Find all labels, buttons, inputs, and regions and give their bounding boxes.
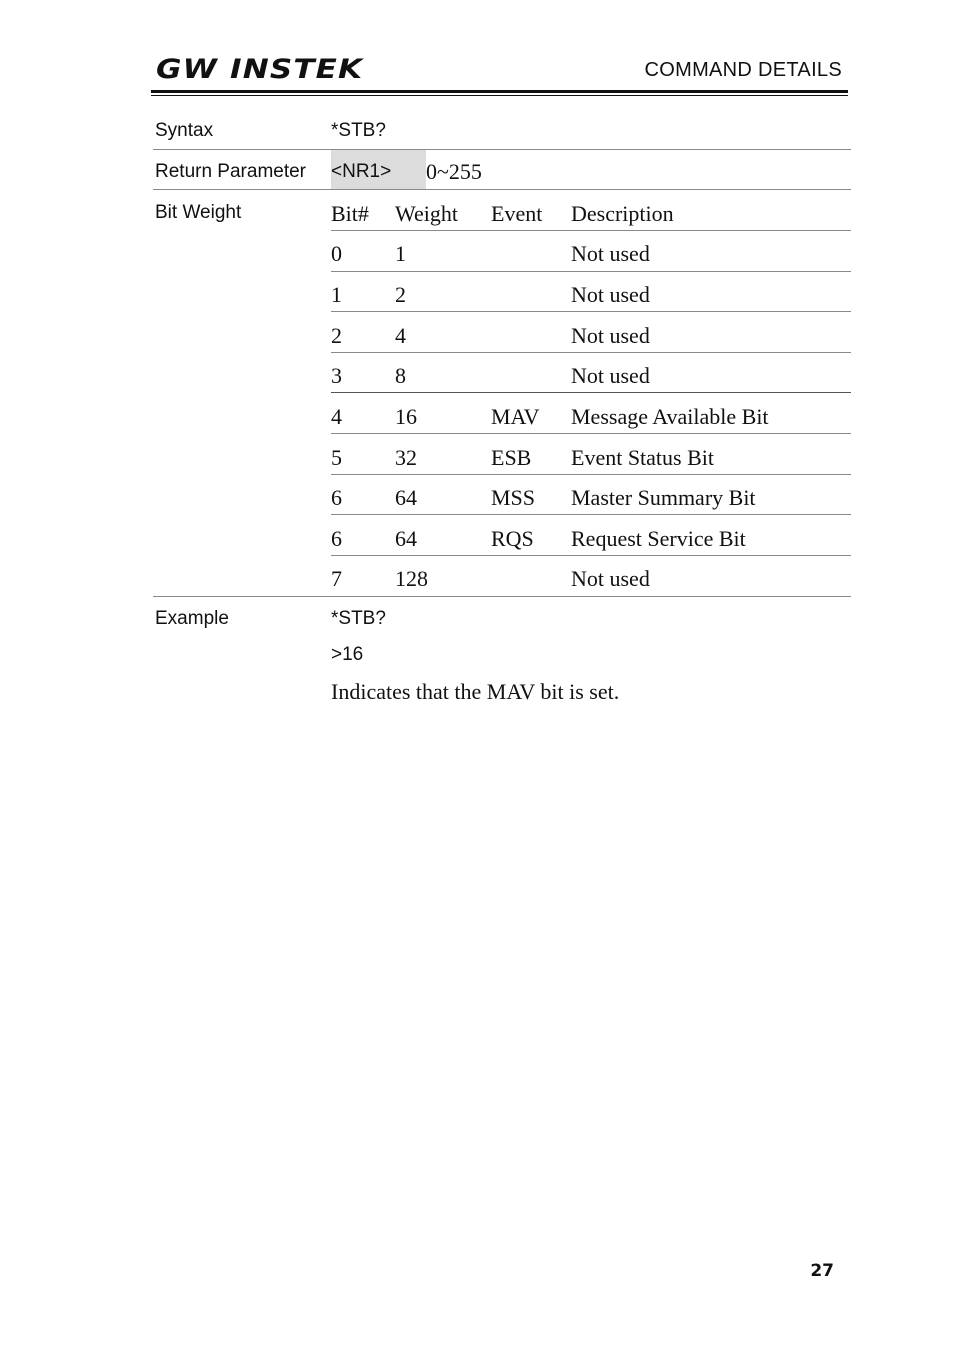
table-divider [331,352,851,353]
table-divider [331,271,851,272]
cell-bit: 6 [331,485,342,510]
col-header-bit: Bit# [331,201,369,226]
cell-weight: 16 [395,404,417,429]
header-rule-thin [151,95,848,96]
cell-weight: 64 [395,485,417,510]
return-parameter-type: <NR1> [331,161,392,182]
cell-bit: 2 [331,323,342,348]
cell-description: Not used [571,282,650,307]
table-divider [331,230,851,231]
cell-bit: 5 [331,445,342,470]
syntax-value: *STB? [331,120,386,141]
col-header-description: Description [571,201,674,226]
cell-description: Master Summary Bit [571,485,756,510]
col-header-event: Event [491,201,543,226]
cell-bit: 4 [331,404,342,429]
cell-weight: 32 [395,445,417,470]
cell-event: MAV [491,404,540,429]
divider-syntax [153,149,851,150]
section-title: COMMAND DETAILS [644,59,842,81]
table-divider [331,392,851,393]
example-command: *STB? [331,608,386,629]
cell-description: Not used [571,323,650,348]
example-label: Example [155,608,229,629]
cell-description: Event Status Bit [571,445,714,470]
cell-event: RQS [491,526,534,551]
cell-description: Request Service Bit [571,526,746,551]
cell-weight: 1 [395,241,406,266]
cell-weight: 4 [395,323,406,348]
page-number: 27 [810,1261,834,1281]
table-divider [331,311,851,312]
cell-bit: 3 [331,363,342,388]
bit-weight-label: Bit Weight [155,202,242,223]
cell-bit: 1 [331,282,342,307]
divider-return [153,189,851,190]
table-divider [331,555,851,556]
cell-weight: 2 [395,282,406,307]
cell-description: Message Available Bit [571,404,769,429]
example-response: >16 [331,644,364,665]
example-note: Indicates that the MAV bit is set. [331,679,620,704]
brand-logo: GW INSTEK [156,54,364,85]
cell-event: ESB [491,445,532,470]
cell-weight: 128 [395,566,428,591]
return-parameter-range: 0~255 [426,159,482,184]
divider-bit-weight [153,596,851,597]
return-parameter-label: Return Parameter [155,161,307,182]
cell-weight: 64 [395,526,417,551]
header-rule-thick [151,90,848,93]
col-header-weight: Weight [395,201,458,226]
cell-weight: 8 [395,363,406,388]
table-divider [331,474,851,475]
cell-bit: 6 [331,526,342,551]
cell-description: Not used [571,566,650,591]
syntax-label: Syntax [155,120,214,141]
cell-event: MSS [491,485,536,510]
cell-description: Not used [571,241,650,266]
cell-description: Not used [571,363,650,388]
table-divider [331,514,851,515]
table-divider [331,433,851,434]
cell-bit: 0 [331,241,342,266]
cell-bit: 7 [331,566,342,591]
